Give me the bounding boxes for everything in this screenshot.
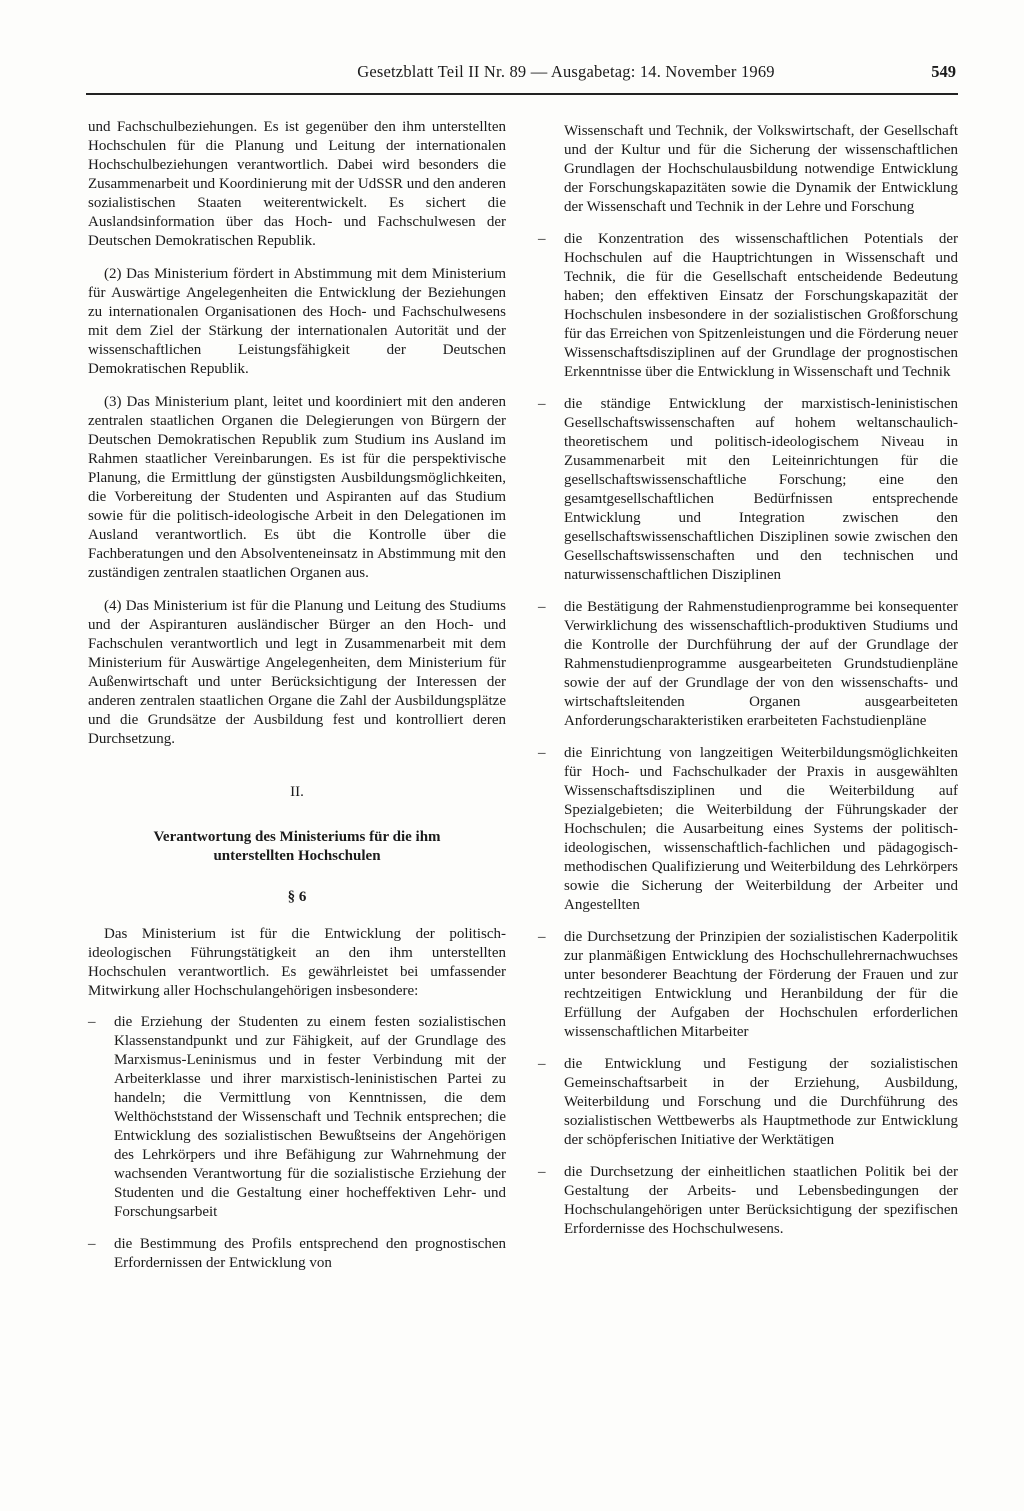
list-item-text: die Erziehung der Studenten zu einem festen sozialistischen Klassenstandpunkt und zur Fähigkeit, auf der Grundlage des Marxismus-Leninismus und in fester Verbindung mit der Arbeiterklasse und ihrer marxistisch-leninistischen Partei zu handeln; die Vermittlung von Kenntnissen, die dem Welthöchststand der Wissenschaft und Technik entsprechen; die Entwicklung des sozialistischen Bewußtseins der Angehörigen des Lehrkörpers und ihre Befähigung zur Wahrnehmung der wachsenden Verantwortung für die sozialistische Erziehung der Studenten und die Gestaltung einer hocheffektiven Lehr- und Forschungsarbeit — [114, 1014, 506, 1220]
paragraph-2: (2) Das Ministerium fördert in Abstimmung mit dem Ministerium für Auswärtige Angelegenheiten die Entwicklung der Beziehungen zu internationalen Organisationen des Hoch- und Fachschulwesens mit dem Ziel der Stärkung der internationalen Autorität und der wissenschaftlichen Leistungsfähigkeit der Deutschen Demokratischen Republik. — [88, 266, 506, 377]
list-item — [538, 744, 958, 915]
dash-marker: – — [538, 745, 546, 761]
list-item — [538, 598, 958, 731]
dash-marker: – — [538, 396, 546, 412]
list-item-text: die ständige Entwicklung der marxistisch-leninistischen Gesellschaftswissenschaften auf hohem weltanschaulich-theoretischem und politisch-ideologischem Niveau in Zusammenarbeit mit den Leiteinrichtungen für die gesellschaftswissenschaftliche Forschung; eine den gesamtgesellschaftlichen Bedürfnissen entsprechende Entwicklung und Integration zwischen den gesellschaftswissenschaftlichen Disziplinen sowie zwischen den Gesellschaftswissenschaften und den technischen und naturwissenschaftlichen Disziplinen — [564, 396, 958, 583]
intro-paragraph: und Fachschulbeziehungen. Es ist gegenüber den ihm unterstellten Hochschulen für die Planung und Leitung der internationalen Hochschulbeziehungen verantwortlich. Dabei wird besonders die Zusammenarbeit und Koordinierung mit der UdSSR und den anderen sozialistischen Staaten weiterentwickelt. Es sichert die Auslandsinformation über das Hoch- und Fachschulwesen der Deutschen Demokratischen Republik. — [88, 119, 506, 249]
list-item — [538, 1055, 958, 1150]
dash-marker: – — [538, 1056, 546, 1072]
dash-marker: – — [538, 231, 546, 247]
section-heading: Verantwortung des Ministeriums für die ihm unterstellten Hochschulen — [153, 829, 441, 864]
dash-marker: – — [88, 1236, 96, 1252]
dash-marker: – — [538, 599, 546, 615]
list-item-text: die Einrichtung von langzeitigen Weiterbildungsmöglichkeiten für Hoch- und Fachschulkader der Praxis in ausgewählten Wissenschaftsdisziplinen und die Weiterbildung auf Spezialgebieten; die Weiterbildung der Führungskader der Hochschulen; die Ausarbeitung eines Systems der politisch-ideologischen, wissenschaftlich-fachlichen und pädagogisch-methodischen Qualifizierung und Weiterbildung des Lehrkörpers sowie die Sicherung der Weiterbildung der Arbeiter und Angestellten — [564, 745, 958, 913]
section-number: II. — [290, 784, 304, 800]
paragraph-4: (4) Das Ministerium ist für die Planung und Leitung des Studiums und der Aspiranturen ausländischer Bürger an den Hoch- und Fachschulen verantwortlich und legt in Zusammenarbeit mit dem Ministerium für Auswärtige Angelegenheiten, dem Ministerium für Außenwirtschaft und unter Berücksichtigung der Interessen der anderen zentralen staatlichen Organe die Zahl der Ausbildungsplätze und die Grundsätze der Ausbildung fest und kontrolliert deren Durchsetzung. — [88, 598, 506, 747]
dash-marker: – — [88, 1014, 96, 1030]
header-title: Gesetzblatt Teil II Nr. 89 — Ausgabetag: 14. November 1969 — [357, 62, 775, 81]
header-divider — [86, 93, 958, 95]
list-item-text: die Bestimmung des Profils entsprechend den prognostischen Erfordernissen der Entwicklung von — [114, 1236, 506, 1271]
dash-marker: – — [538, 1164, 546, 1180]
list-item — [538, 395, 958, 585]
list-item-text: die Durchsetzung der einheitlichen staatlichen Politik bei der Gestaltung der Arbeits- und Lebensbedingungen der Hochschulangehörigen unter Berücksichtigung der spezifischen Erfordernisse des Hochschulwesens. — [564, 1164, 958, 1237]
left-bullet-list — [88, 1013, 506, 1273]
continued-list-item-text: Wissenschaft und Technik, der Volkswirtschaft, der Gesellschaft und der Kultur und für die Sicherung der wissenschaftlichen Grundlagen der Hochschulausbildung notwendige Entwicklung der Forschungskapazitäten sowie die Dynamik der Entwicklung der Wissenschaft und Technik in der Lehre und Forschung — [564, 123, 958, 215]
page-header — [86, 62, 958, 84]
list-item — [538, 1163, 958, 1239]
right-column — [538, 122, 958, 1252]
right-bullet-list — [538, 230, 958, 1239]
list-item-text: die Entwicklung und Festigung der sozialistischen Gemeinschaftsarbeit in der Erziehung, Ausbildung, Weiterbildung und Forschung und die Durchführung des sozialistischen Wettbewerbs als Hauptmethode zur Entwicklung der schöpferischen Initiative der Werktätigen — [564, 1056, 958, 1148]
list-item — [538, 928, 958, 1042]
paragraph-6: Das Ministerium ist für die Entwicklung der politisch-ideologischen Führungstätigkeit an den ihm unterstellten Hochschulen verantwortlich. Es gewährleistet bei umfassender Mitwirkung aller Hochschulangehörigen insbesondere: — [88, 926, 506, 999]
paragraph-3: (3) Das Ministerium plant, leitet und koordiniert mit den anderen zentralen staatlichen Organen die Delegierungen von Bürgern der Deutschen Demokratischen Republik zum Studium ins Ausland im Rahmen staatlicher Vereinbarungen. Es ist für die perspektivische Planung, die Ermittlung der günstigsten Ausbildungsmöglichkeiten, die Vorbereitung der Studenten und Aspiranten auf das Studium sowie für die politisch-ideologische Arbeit in den Delegationen im Ausland verantwortlich. Es übt die Kontrolle über die Fachberatungen und den Absolventeneinsatz in Abstimmung mit den zuständigen zentralen staatlichen Organen aus. — [88, 394, 506, 581]
page-number: 549 — [931, 62, 956, 81]
left-column — [88, 118, 506, 1286]
list-item — [88, 1235, 506, 1273]
list-item — [538, 230, 958, 382]
dash-marker: – — [538, 929, 546, 945]
list-item-text: die Bestätigung der Rahmenstudienprogramme bei konsequenter Verwirklichung des wissenschaftlich-produktiven Studiums und die Kontrolle der Durchführung der auf der Grundlage der Rahmenstudienprogramme ausgearbeiteten Grundstudienpläne sowie der auf der Grundlage der von den wissenschafts- und wirtschaftsleitenden Organen ausgearbeiteten Anforderungscharakteristiken erarbeiteten Fachstudienpläne — [564, 599, 958, 729]
list-item — [88, 1013, 506, 1222]
list-item-text: die Konzentration des wissenschaftlichen Potentials der Hochschulen auf die Hauptrichtungen in Wissenschaft und Technik, die für die Gesellschaft entscheidende Bedeutung haben; den effektiven Einsatz der Forschungskapazität der Hochschulen insbesondere in der sozialistischen Großforschung für das Erreichen von Spitzenleistungen und die Förderung neuer Wissenschaftsdisziplinen auf der Grundlage der prognostischen Erkenntnisse über die Entwicklung in Wissenschaft und Technik — [564, 231, 958, 380]
list-item-text: die Durchsetzung der Prinzipien der sozialistischen Kaderpolitik zur planmäßigen Entwicklung des Hochschullehrernachwuchses unter besonderer Beachtung der Förderung der Frauen und zur rechtzeitigen Entwicklung und Heranbildung der für die Erfüllung der Aufgaben der Hochschulen erforderlichen wissenschaftlichen Mitarbeiter — [564, 929, 958, 1040]
paragraph-symbol: § 6 — [287, 889, 307, 905]
